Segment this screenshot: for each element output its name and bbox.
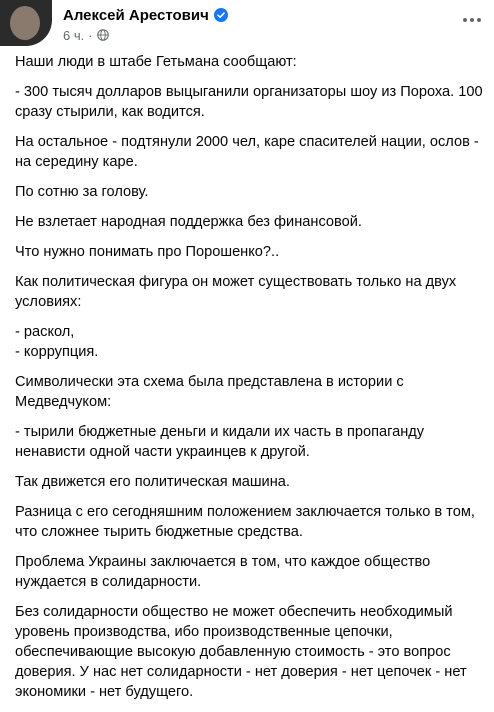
- post-paragraph: Что нужно понимать про Порошенко?..: [15, 244, 280, 260]
- more-options-button[interactable]: [460, 10, 484, 30]
- post-paragraph: Наши люди в штабе Гетьмана сообщают:: [15, 54, 297, 70]
- post-paragraph: Так движется его политическая машина.: [15, 474, 290, 490]
- post-paragraph: - 300 тысяч долларов выцыганили организаторы шоу из Пороха. 100 сразу стырили, как водится.: [15, 84, 483, 120]
- post-paragraph: По сотню за голову.: [15, 184, 149, 200]
- author-avatar[interactable]: [0, 0, 52, 46]
- post-paragraph: Не взлетает народная поддержка без финансовой.: [15, 214, 362, 230]
- globe-icon[interactable]: [97, 29, 109, 41]
- post-paragraph: Как политическая фигура он может существовать только на двух условиях:: [15, 274, 457, 310]
- post-paragraph: Без солидарности общество не может обеспечить необходимый уровень производства, ибо производственные цепочки, обеспечивающие высокую добавленную стоимость - это вопрос доверия. У нас нет солидарности - нет доверия - нет цепочек - нет экономики - нет будущего.: [15, 604, 467, 700]
- verified-badge-icon: [214, 8, 228, 22]
- post-paragraph: - коррупция.: [15, 344, 99, 360]
- post-paragraph: - тырили бюджетные деньги и кидали их часть в пропаганду ненависти одной части украинцев к другой.: [15, 424, 425, 460]
- more-options-icon: [463, 18, 467, 22]
- post-header: [63, 6, 228, 24]
- post-paragraph: Проблема Украины заключается в том, что каждое общество нуждается в солидарности.: [15, 554, 431, 590]
- author-name[interactable]: Алексей Арестович: [63, 6, 209, 24]
- post-paragraph: Символически эта схема была представлена в истории с Медведчуком:: [15, 374, 404, 410]
- meta-separator: ·: [88, 27, 93, 43]
- post-timestamp[interactable]: 6 ч.: [63, 27, 85, 43]
- post-paragraph: - раскол,: [15, 324, 75, 340]
- post-meta: [63, 27, 109, 43]
- post-paragraph: На остальное - подтянули 2000 чел, каре спасителей нации, ослов - на середину каре.: [15, 134, 479, 170]
- post-text: [15, 52, 483, 712]
- post-paragraph: Разница с его сегодняшним положением заключается только в том, что сложнее тырить бюджетные средства.: [15, 504, 475, 540]
- avatar-photo: [10, 6, 40, 40]
